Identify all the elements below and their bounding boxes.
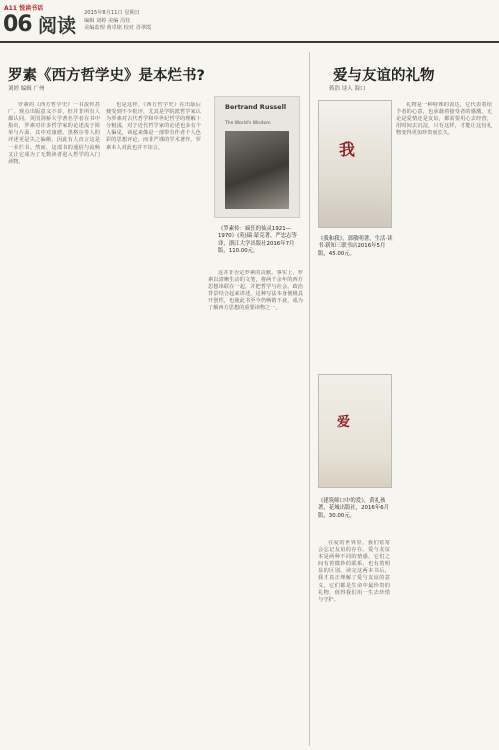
book-cover-subtitle: The World's Wisdom [225, 121, 271, 126]
book-cover-1-mark: 我 [339, 140, 356, 159]
column-divider [309, 52, 310, 746]
left-book-caption: 《罗素传：疯狂的仙灵1921—1970》(英)瑞·蒙克著，严忠志等译，浙江大学出版社2016年7月版，110.00元。 [218, 226, 297, 255]
masthead-rule [0, 41, 499, 43]
masthead [0, 0, 499, 40]
right-article-col2: 礼物是一种特殊的表达，它代表着给予者的心意，也承载着接受者的感激。无论是爱情还是友谊，都需要用心去经营，用时间去沉淀，只有这样，才能让这份礼物变得更加珍贵而长久。 [396, 102, 492, 137]
left-article-byline: 刘婷 编辑 广州 [8, 86, 45, 92]
book-cover-title: Bertrand Russell [225, 103, 287, 111]
right-book2-caption: 《建筑师口中的爱》，黄礼孩著，花城出版社，2016年6月版，30.00元。 [318, 498, 390, 519]
book-cover-photo [225, 131, 289, 209]
left-article-col3: 这并非否定罗素的贡献。事实上，罗素以清晰生动的文笔，将两千余年的西方思想串联在一起，并把哲学与社会、政治背景结合起来讲述，这种写法本身便极具开创性，也使此书至今仍畅销不衰，成为了解西方思想的重要读物之一。 [208, 270, 303, 312]
page-number: 06 [3, 12, 32, 37]
right-article-col1: 在爱的世界里，我们常常会忘记友谊的存在。爱与友谊本是两种不同的情感，它们之间有着微妙的联系，也有着明显的区别。读完这两本书后，我才真正理解了爱与友谊的意义，它们都是生命中最珍贵的礼物，值得我们用一生去珍惜与守护。 [318, 540, 390, 603]
edition-meta: 2015年8月11日 星期日 编辑 刘婷 美编 冯钰 美编监理 黄卓铭 校对 胥翠霞 [84, 10, 152, 32]
left-article-col2: 也是这样，《西方哲学史》在出版后便受到不少批评，尤其是学院派哲学家认为罗素对古代哲学和中世纪哲学的理解十分粗浅，对于近代哲学家的论述也多有个人偏见，读起来像是一部带有作者个人色彩的思想评论，而非严谨的学术著作。罗素本人对此也并不讳言。 [106, 102, 201, 151]
left-article-title: 罗素《西方哲学史》是本烂书? [8, 68, 205, 84]
book-cover-russell [214, 96, 300, 218]
right-book1-caption: 《我和我》，郭敬明著，生活·读书·新知三联书店2016年5月版，45.00元。 [318, 236, 393, 257]
book-cover-2-mark: 爱 [337, 415, 351, 430]
section-tag: A11 悦读书话 [4, 5, 44, 12]
section-title: 阅读 [38, 15, 77, 37]
left-article-col1: 罗素的《西方哲学史》一书流传甚广，观点出版意义不菲，但并非所有人都认同。英国剑桥大学著名学者在书中指出，罗素对许多哲学家的论述流于简单与片面，其中对康德、黑格尔等人的评述更是失之偏颇，因此有人直言这是一本烂书。然而，这部书的通俗与流畅又让它成为了无数读者进入哲学的入门读物。 [8, 102, 100, 165]
book-cover-2 [318, 374, 392, 488]
right-article-byline: 蒋浩 诗人 海口 [329, 86, 366, 92]
book-cover-1 [318, 100, 392, 228]
right-article-title: 爱与友谊的礼物 [333, 68, 435, 84]
